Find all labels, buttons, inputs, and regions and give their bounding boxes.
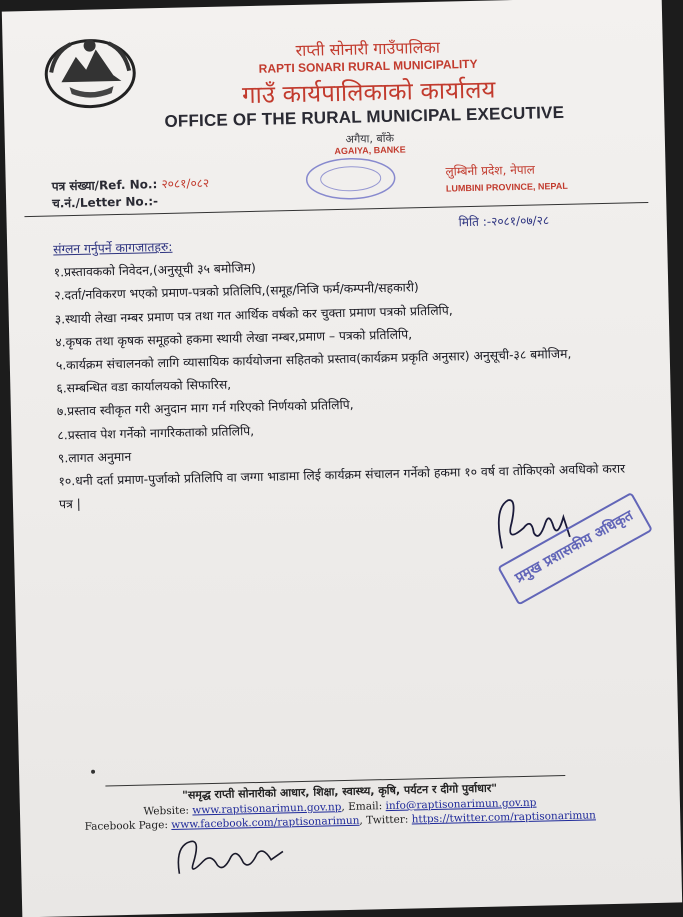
facebook-label: Facebook Page: [84, 819, 169, 833]
list-item: १.प्रस्तावकको निवेदन,(अनुसूची ३५ बमोजिम) [53, 261, 257, 280]
website-label: Website: [143, 804, 190, 818]
province-block [445, 161, 568, 198]
date-value: २०८१/०७/२८ [490, 213, 550, 229]
footer-slogan: "समृद्ध राप्ती सोनारीको आधार, शिक्षा, स्वास्थ्य, कृषि, पर्यटन र दीगो पुर्वाधार" [182, 781, 498, 802]
footer-contact-line-2: Facebook Page: www.facebook.com/raptisonarimun, Twitter: https://twitter.com/raptisonarimun [84, 809, 597, 833]
twitter-link[interactable]: https://twitter.com/raptisonarimun [411, 809, 597, 826]
ref-label: पत्र संख्या/Ref. No.: [51, 177, 158, 194]
office-name-np: गाउँ कार्यपालिकाको कार्यालय [241, 75, 496, 110]
footer-signature [171, 833, 292, 881]
list-item: ६.सम्बन्धित वडा कार्यालयको सिफारिस, [56, 377, 232, 396]
letter-sheet [2, 0, 682, 917]
location-np: अगैया, बाँके [345, 131, 395, 146]
list-item: ४.कृषक तथा कृषक समूहको हकमा स्थायी लेखा नम्बर,प्रमाण – पत्रको प्रतिलिपि, [55, 327, 413, 350]
letter-body [53, 226, 629, 517]
list-item: ५.कार्यक्रम संचालनको लागि व्यासायिक कार्ययोजना सहितको प्रस्ताव(कार्यक्रम प्रकृति अनुसार) अनुसूची-३८ बमोजिम, [55, 346, 572, 373]
office-seal-icon [301, 153, 400, 205]
municipality-name-en: RAPTI SONARI RURAL MUNICIPALITY [258, 56, 478, 76]
location-en: AGAIYA, BANKE [334, 144, 406, 157]
province-en: LUMBINI PROVINCE, NEPAL [445, 180, 568, 194]
reference-block [52, 175, 210, 213]
website-link[interactable]: www.raptisonarimun.gov.np [192, 801, 342, 817]
list-item: ९.लागत अनुमान [57, 449, 132, 466]
letter-no-label: च.नं./Letter No.:- [52, 194, 159, 211]
date-label: मिति :- [458, 214, 492, 230]
list-item: ८.प्रस्ताव पेश गर्नेको नागरिकताको प्रतिलिपि, [57, 423, 255, 443]
email-link[interactable]: info@raptisonarimun.gov.np [385, 796, 537, 813]
list-item: २.दर्ता/नविकरण भएको प्रमाण-पत्रको प्रतिलिपि,(समूह/निजि फर्म/कम्पनी/सहकारी) [54, 280, 419, 303]
list-item: ७.प्रस्ताव स्वीकृत गरी अनुदान माग गर्न गरिएको निर्णयको प्रतिलिपि, [56, 398, 354, 419]
ref-value: २०८१/०८२ [161, 175, 210, 192]
ink-dot [91, 770, 95, 774]
office-name-en: OFFICE OF THE RURAL MUNICIPAL EXECUTIVE [164, 102, 565, 131]
attachments-heading: संग्लन गर्नुपर्ने कागजातहरु: [53, 239, 173, 257]
twitter-label: Twitter: [366, 813, 409, 827]
officer-stamp: प्रमुख प्रशासकीय अधिकृत [497, 492, 653, 606]
list-item: ३.स्थायी लेखा नम्बर प्रमाण पत्र तथा गत आर्थिक वर्षको कर चुक्ता प्रमाण पत्रको प्रतिलिपि, [54, 303, 453, 327]
email-label: Email: [347, 800, 383, 813]
nepal-emblem-logo [40, 31, 140, 111]
municipality-name-np: राप्ती सोनारी गाउँपालिका [295, 37, 441, 60]
province-np: लुम्बिनी प्रदेश, नेपाल [445, 162, 535, 179]
facebook-link[interactable]: www.facebook.com/raptisonarimun [171, 814, 360, 831]
list-item: १०.धनी दर्ता प्रमाण-पुर्जाको प्रतिलिपि वा जग्गा भाडामा लिई कार्यक्रम संचालन गर्नेको हकमा १० वर्ष वा तोकिएको अवधिको करार पत्र | [58, 461, 626, 512]
footer-contact-line-1: Website: www.raptisonarimun.gov.np, Email: info@raptisonarimun.gov.np [143, 796, 537, 818]
